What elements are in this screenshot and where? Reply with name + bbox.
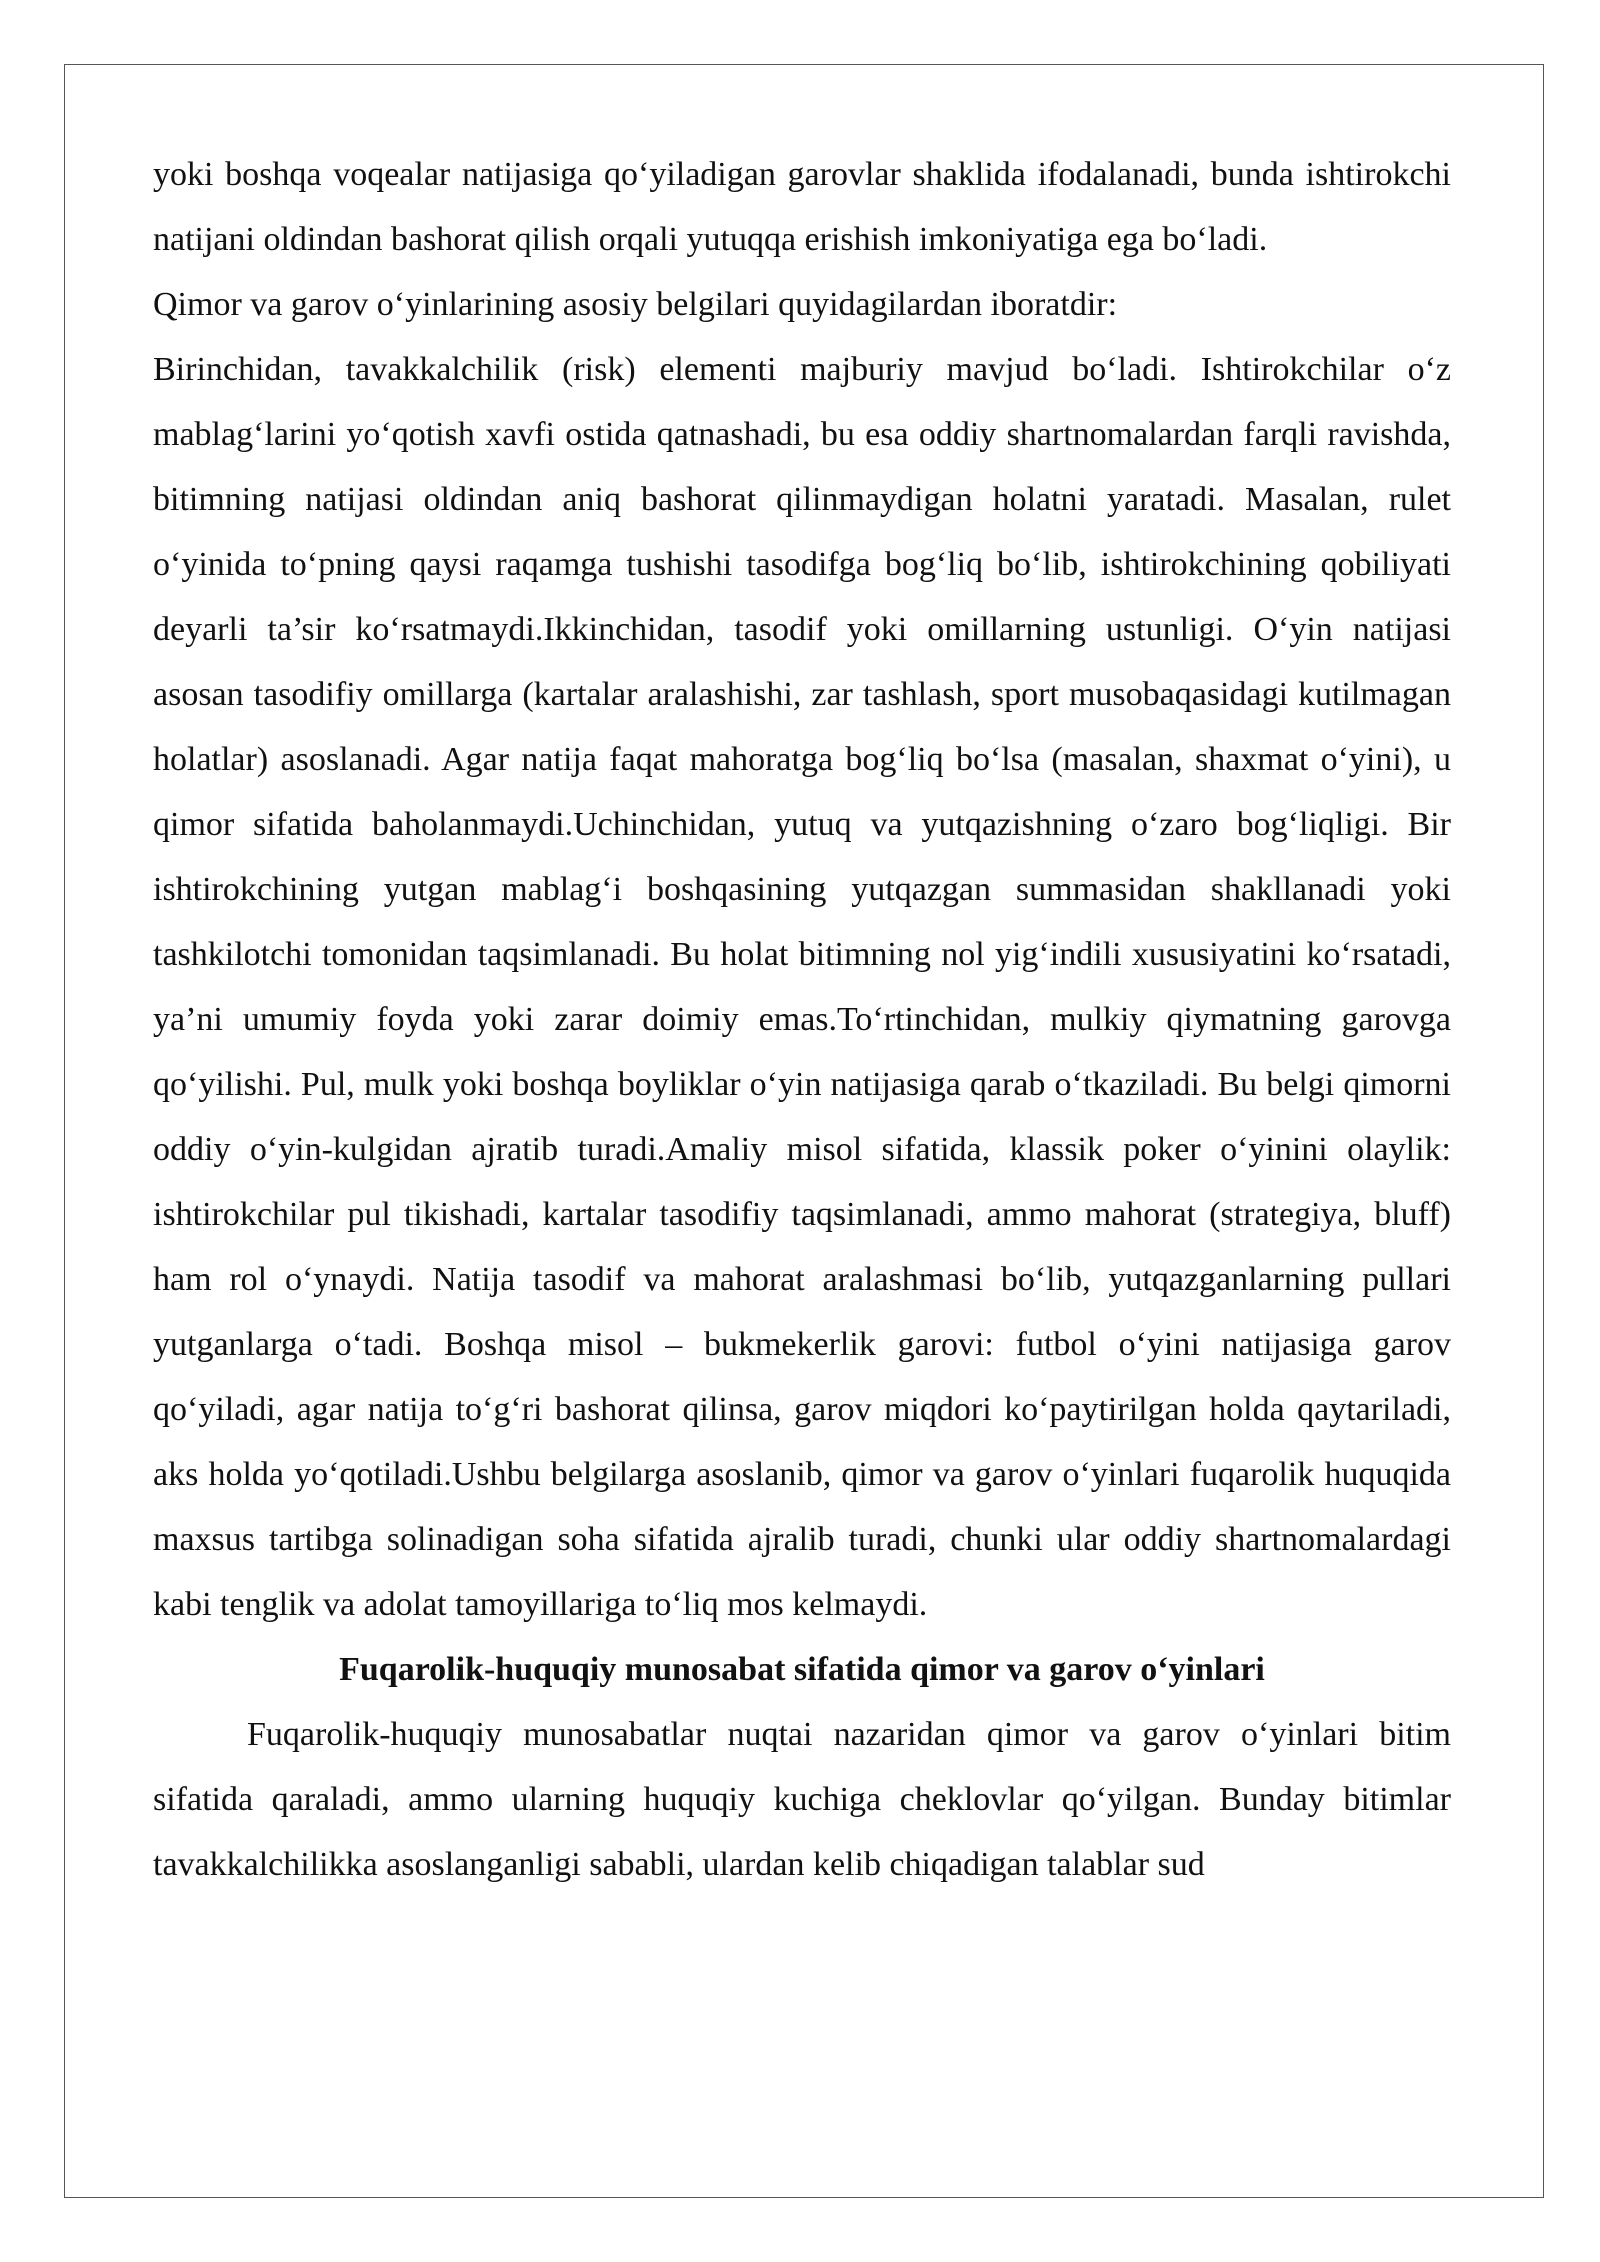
- paragraph-continuation: yoki boshqa voqealar natijasiga qo‘yiladigan garovlar shaklida ifodalanadi, bunda ishtirokchi natijani oldindan bashorat qilish orqali yutuqqa erishish imkoniyatiga ega bo‘ladi.: [153, 156, 1451, 258]
- section-heading: Fuqarolik-huquqiy munosabat sifatida qimor va garov o‘yinlari: [339, 1651, 1265, 1688]
- paragraph-intro-list: Qimor va garov o‘yinlarining asosiy belgilari quyidagilardan iboratdir:: [153, 286, 1118, 323]
- paragraph-civil-law: Fuqarolik-huquqiy munosabatlar nuqtai nazaridan qimor va garov o‘yinlari bitim sifatida qaraladi, ammo ularning huquqiy kuchiga cheklovlar qo‘yilgan. Bunday bitimlar tavakkalchilikka asoslanganligi sababli, ulardan kelib chiqadigan talablar sud: [153, 1716, 1451, 1883]
- paragraph-characteristics: Birinchidan, tavakkalchilik (risk) elementi majburiy mavjud bo‘ladi. Ishtirokchilar o‘z mablag‘larini yo‘qotish xavfi ostida qatnashadi, bu esa oddiy shartnomalardan farqli ravishda, bitimning natijasi oldindan aniq bashorat qilinmaydigan holatni yaratadi. Masalan, rulet o‘yinida to‘pning qaysi raqamga tushishi tasodifga bog‘liq bo‘lib, ishtirokchining qobiliyati deyarli ta’sir ko‘rsatmaydi.Ikkinchidan, tasodif yoki omillarning ustunligi. O‘yin natijasi asosan tasodifiy omillarga (kartalar aralashishi, zar tashlash, sport musobaqasidagi kutilmagan holatlar) asoslanadi. Agar natija faqat mahoratga bog‘liq bo‘lsa (masalan, shaxmat o‘yini), u qimor sifatida baholanmaydi.Uchinchidan, yutuq va yutqazishning o‘zaro bog‘liqligi. Bir ishtirokchining yutgan mablag‘i boshqasining yutqazgan summasidan shakllanadi yoki tashkilotchi tomonidan taqsimlanadi. Bu holat bitimning nol yig‘indili xususiyatini ko‘rsatadi, ya’ni umumiy foyda yoki zarar doimiy emas.To‘rtinchidan, mulkiy qiymatning garovga qo‘yilishi. Pul, mulk yoki boshqa boyliklar o‘yin natijasiga qarab o‘tkaziladi. Bu belgi qimorni oddiy o‘yin-kulgidan ajratib turadi.Amaliy misol sifatida, klassik poker o‘yinini olaylik: ishtirokchilar pul tikishadi, kartalar tasodifiy taqsimlanadi, ammo mahorat (strategiya, bluff) ham rol o‘ynaydi. Natija tasodif va mahorat aralashmasi bo‘lib, yutqazganlarning pullari yutganlarga o‘tadi. Boshqa misol – bukmekerlik garovi: futbol o‘yini natijasiga garov qo‘yiladi, agar natija to‘g‘ri bashorat qilinsa, garov miqdori ko‘paytirilgan holda qaytariladi, aks holda yo‘qotiladi.Ushbu belgilarga asoslanib, qimor va garov o‘yinlari fuqarolik huquqida maxsus tartibga solinadigan soha sifatida ajralib turadi, chunki ular oddiy shartnomalardagi kabi tenglik va adolat tamoyillariga to‘liq mos kelmaydi.: [153, 351, 1451, 1623]
- document-body: [153, 142, 1451, 1897]
